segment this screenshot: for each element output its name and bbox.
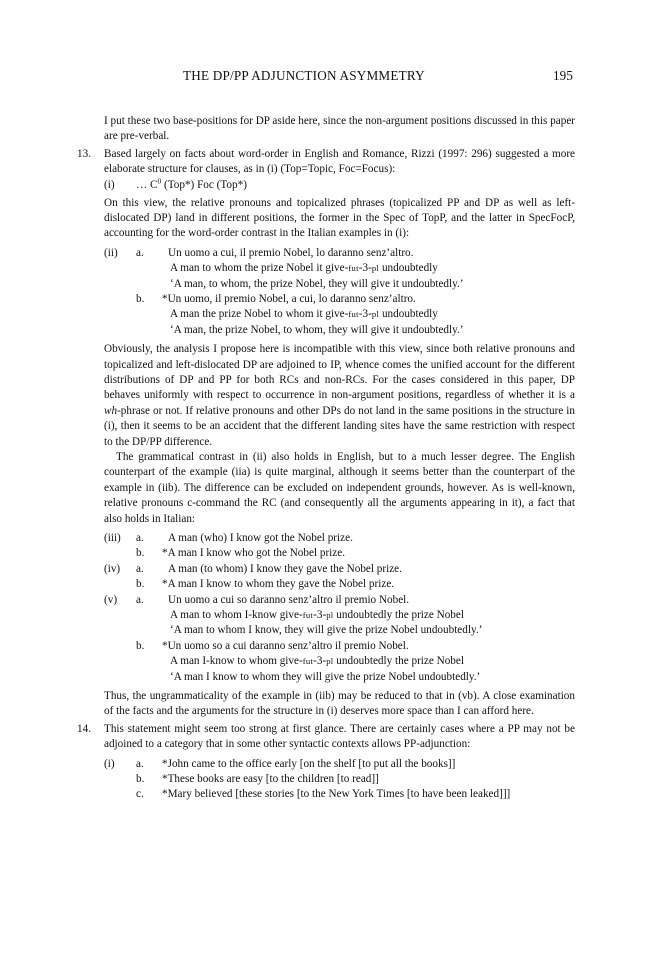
example-13-v-b: [0, 639, 650, 654]
sub-label: b.: [136, 293, 145, 306]
footnote-13-intro: Based largely on facts about word-order in English and Romance, Rizzi (1997: 296) suggested a more elaborate structure for clauses, as in (i) (Top=Topic, Foc=Focus):: [104, 147, 576, 176]
sub-label: a.: [136, 246, 144, 259]
running-title: THE DP/PP ADJUNCTION ASYMMETRY: [183, 68, 425, 83]
example-13-i: [0, 175, 650, 194]
sub-label: a.: [136, 757, 144, 770]
example-13-iv-a: (iv) a. A man (to whom) I know they gave the Nobel prize.: [0, 562, 650, 577]
example-14-i-c: c. *Mary believed [these stories [to the New York Times [to have been leaked]]]: [0, 787, 650, 802]
example-14-i-a: (i) a. *John came to the office early [on the shelf [to put all the books]]: [0, 757, 650, 772]
footnote-13-paragraph-2: Obviously, the analysis I propose here is incompatible with this view, since both relative pronouns and topicalized and left-dislocated DP are adjoined to IP, whence comes the unified account for the different distributions of DP and PP for both RCs and non-RCs. For the cases considered in this paper, DP behaves uniformly with respect to occurrence in non-argument positions, regardless of whether it is a wh-phrase or not. If relative pronouns and other DPs do not land in the same positions in the structure in (i), then it seems to be an accident that the different landing sites have the same restriction with respect to the DP/PP difference.: [104, 343, 576, 448]
footnote-13-paragraph-3: The grammatical contrast in (ii) also holds in English, but to a much lesser degree. The English counterpart of the example (iia) is quite marginal, although it seems better than the counterpart of the example in (iib). The difference can be excluded on independent grounds, however. As is well-known, relative pronouns c-command the RC (and consequently all the arguments appearing in it), a fact that also holds in Italian:: [104, 451, 576, 525]
sub-label: b.: [136, 578, 145, 591]
sub-label: a.: [136, 532, 144, 545]
gloss-line: A man to whom the prize Nobel it give-fut-3-pl undoubtedly: [170, 262, 438, 275]
translation-line: ‘A man, the prize Nobel, to whom, they will give it undoubtedly.’: [170, 323, 464, 336]
footnote-13: [0, 147, 650, 178]
footnote-13-paragraph-4: Thus, the ungrammaticality of the example in (iib) may be reduced to that in (vb). A close examination of the facts and the arguments for the structure in (i) deserves more space than I can afford here.: [104, 689, 575, 718]
footnote-number: 14.: [77, 722, 91, 735]
example-formula: … $C^0$ (Top*) Foc (Top*): [136, 175, 247, 191]
gloss-line: A man I-know to whom give-fut-3-pl undoubtedly the prize Nobel: [170, 655, 464, 668]
example-label: (iv): [104, 562, 121, 575]
translation-line: ‘A man I know to whom they will give the prize Nobel undoubtedly.’: [170, 670, 481, 683]
footnote-14-intro: This statement might seem too strong at first glance. There are certainly cases where a PP may not be adjoined to a category that in some other syntactic contexts allows PP-adjunction:: [104, 722, 575, 751]
sub-label: b.: [136, 547, 145, 560]
gloss-line: A man to whom I-know give-fut-3-pl undoubtedly the prize Nobel: [170, 609, 464, 622]
example-13-iii-b: b. *A man I know who got the Nobel prize.: [0, 546, 650, 561]
example-label: (v): [104, 593, 118, 606]
sub-label: b.: [136, 772, 145, 785]
footnote-number: 13.: [77, 147, 91, 160]
sub-label: a.: [136, 593, 144, 606]
example-13-iii-a: (iii) a. A man (who) I know got the Nobel prize.: [0, 531, 650, 546]
continued-footnote-text: I put these two base-positions for DP aside here, since the non-argument positions discussed in this paper are pre-verbal.: [104, 115, 576, 143]
gloss-line: A man the prize Nobel to whom it give-fut-3-pl undoubtedly: [170, 308, 438, 321]
example-label: (i): [104, 178, 115, 191]
page-number: 195: [553, 68, 573, 83]
example-13-ii-b: [0, 292, 650, 307]
sub-label: a.: [136, 562, 144, 575]
italian-sentence: *Un uomo, il premio Nobel, a cui, lo daranno senz’altro.: [162, 293, 416, 306]
example-label: (ii): [104, 246, 118, 259]
translation-line: ‘A man to whom I know, they will give the prize Nobel undoubtedly.’: [170, 624, 483, 637]
sub-label: b.: [136, 639, 145, 652]
footnote-13-paragraph-1: On this view, the relative pronouns and topicalized phrases (topicalized PP and DP as well as left-dislocated DP) land in different positions, the former in the Spec of TopP, and the latter in SpecFocP, accounting for the word-order contrast in the Italian examples in (i):: [104, 196, 576, 240]
example-label: (iii): [104, 532, 121, 545]
italian-sentence: *Un uomo so a cui daranno senz’altro il premio Nobel.: [162, 639, 409, 652]
example-14-i-b: b. *These books are easy [to the children [to read]]: [0, 772, 650, 787]
example-13-iv-b: b. *A man I know to whom they gave the Nobel prize.: [0, 577, 650, 592]
footnote-14: [0, 722, 650, 753]
italian-sentence: Un uomo a cui so daranno senz’altro il premio Nobel.: [168, 593, 410, 606]
footnotes-body: [0, 114, 650, 803]
example-13-v-a: [0, 593, 650, 608]
sub-label: c.: [136, 788, 144, 801]
translation-line: ‘A man, to whom, the prize Nobel, they will give it undoubtedly.’: [170, 277, 464, 290]
example-label: (i): [104, 757, 115, 770]
italian-sentence: Un uomo a cui, il premio Nobel, lo daranno senz’altro.: [168, 246, 414, 259]
running-header: [0, 68, 650, 86]
example-13-ii-a: [0, 246, 650, 261]
